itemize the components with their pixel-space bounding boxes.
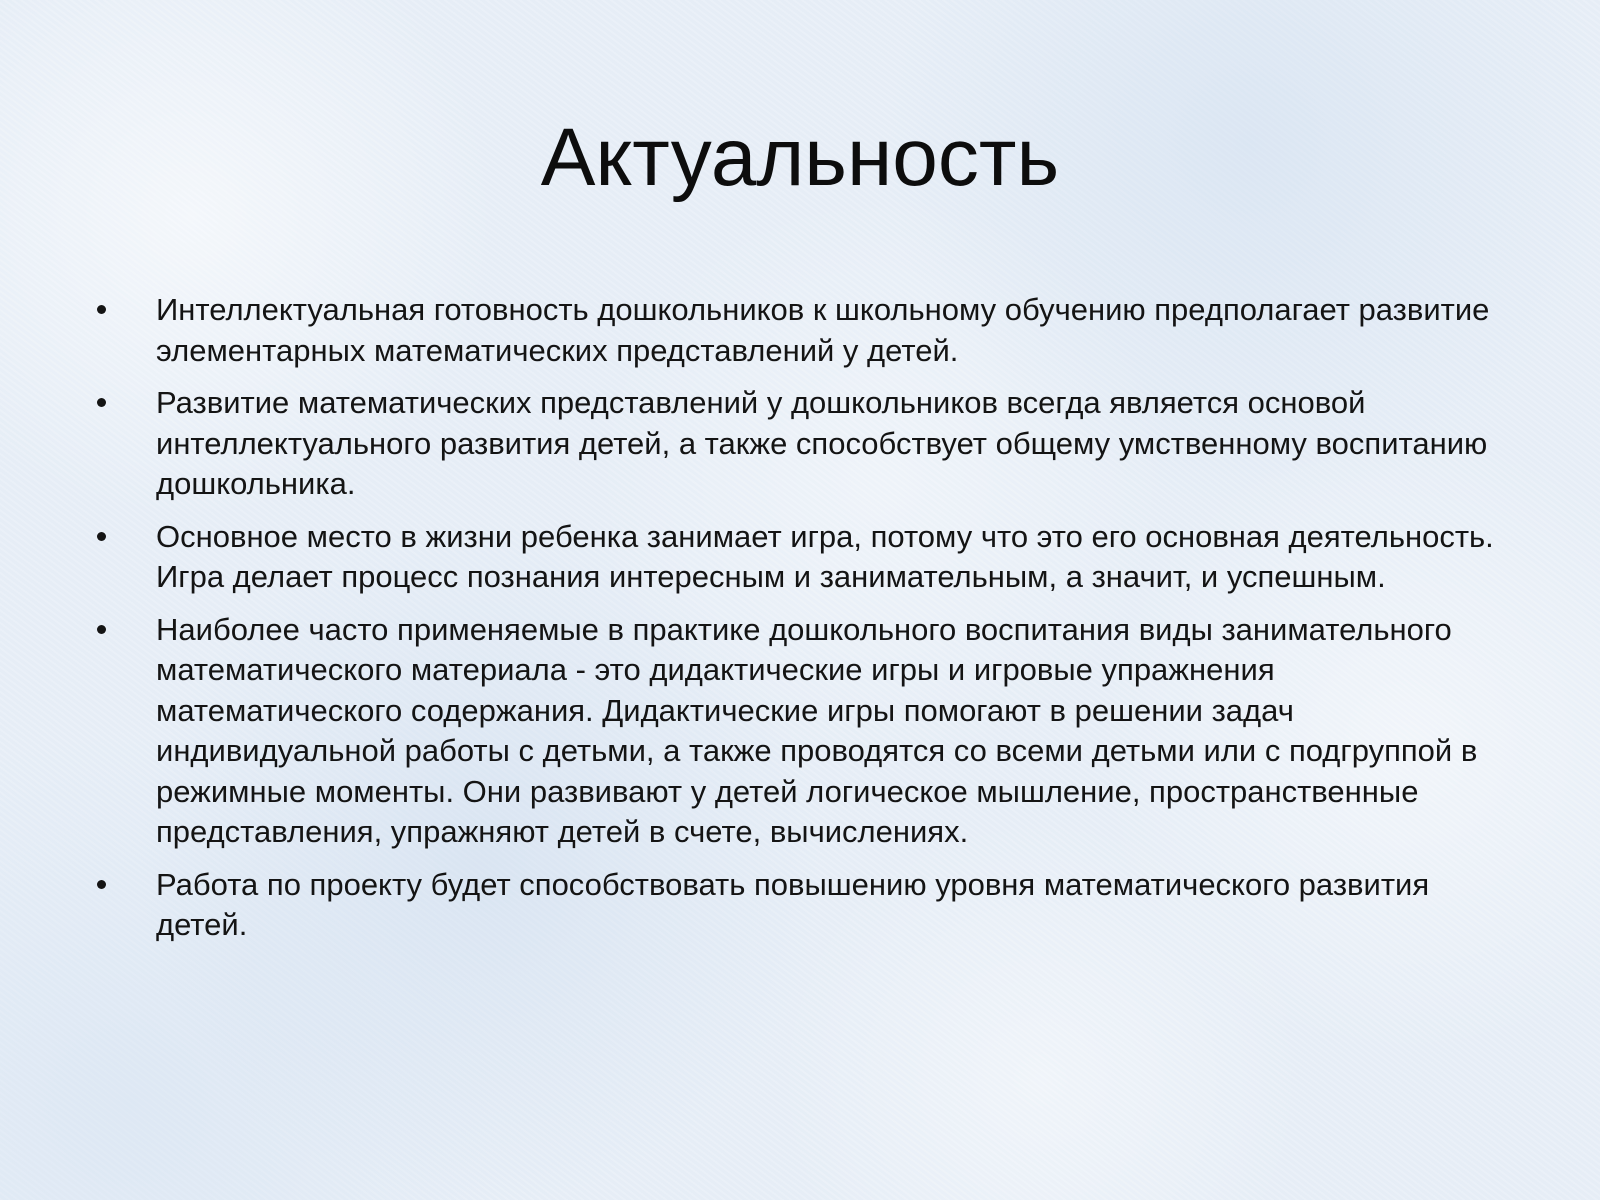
bullet-text: Интеллектуальная готовность дошкольников к школьному обучению предполагает развитие элементарных математических представлений у детей.: [156, 292, 1490, 368]
bullet-list: [94, 290, 1514, 958]
bullet-text: Наиболее часто применяемые в практике дошкольного воспитания виды занимательного математического материала - это дидактические игры и игровые упражнения математического содержания. Дидактические игры помогают в решении задач индивидуальной работы с детьми, а также проводятся со всеми детьми или с подгруппой в режимные моменты. Они развивают у детей логическое мышление, пространственные представления, упражняют детей в счете, вычислениях.: [156, 611, 1478, 849]
bullet-item: [94, 865, 1514, 946]
slide-title: Актуальность: [540, 112, 1060, 203]
bullet-item: [94, 290, 1514, 371]
bullet-item: [94, 383, 1514, 505]
bullet-dot-icon: [97, 880, 106, 889]
bullet-text: Работа по проекту будет способствовать повышению уровня математического развития детей.: [156, 866, 1430, 942]
bullet-item: [94, 517, 1514, 598]
bullet-dot-icon: [97, 305, 106, 314]
bullet-text: Развитие математических представлений у дошкольников всегда является основой интеллектуального развития детей, а также способствует общему умственному воспитанию дошкольника.: [156, 385, 1488, 501]
bullet-dot-icon: [97, 625, 106, 634]
bullet-dot-icon: [97, 398, 106, 407]
bullet-dot-icon: [97, 532, 106, 541]
bullet-item: [94, 610, 1514, 853]
bullet-text: Основное место в жизни ребенка занимает игра, потому что это его основная деятельность. Игра делает процесс познания интересным и занимательным, а значит, и успешным.: [156, 518, 1494, 594]
